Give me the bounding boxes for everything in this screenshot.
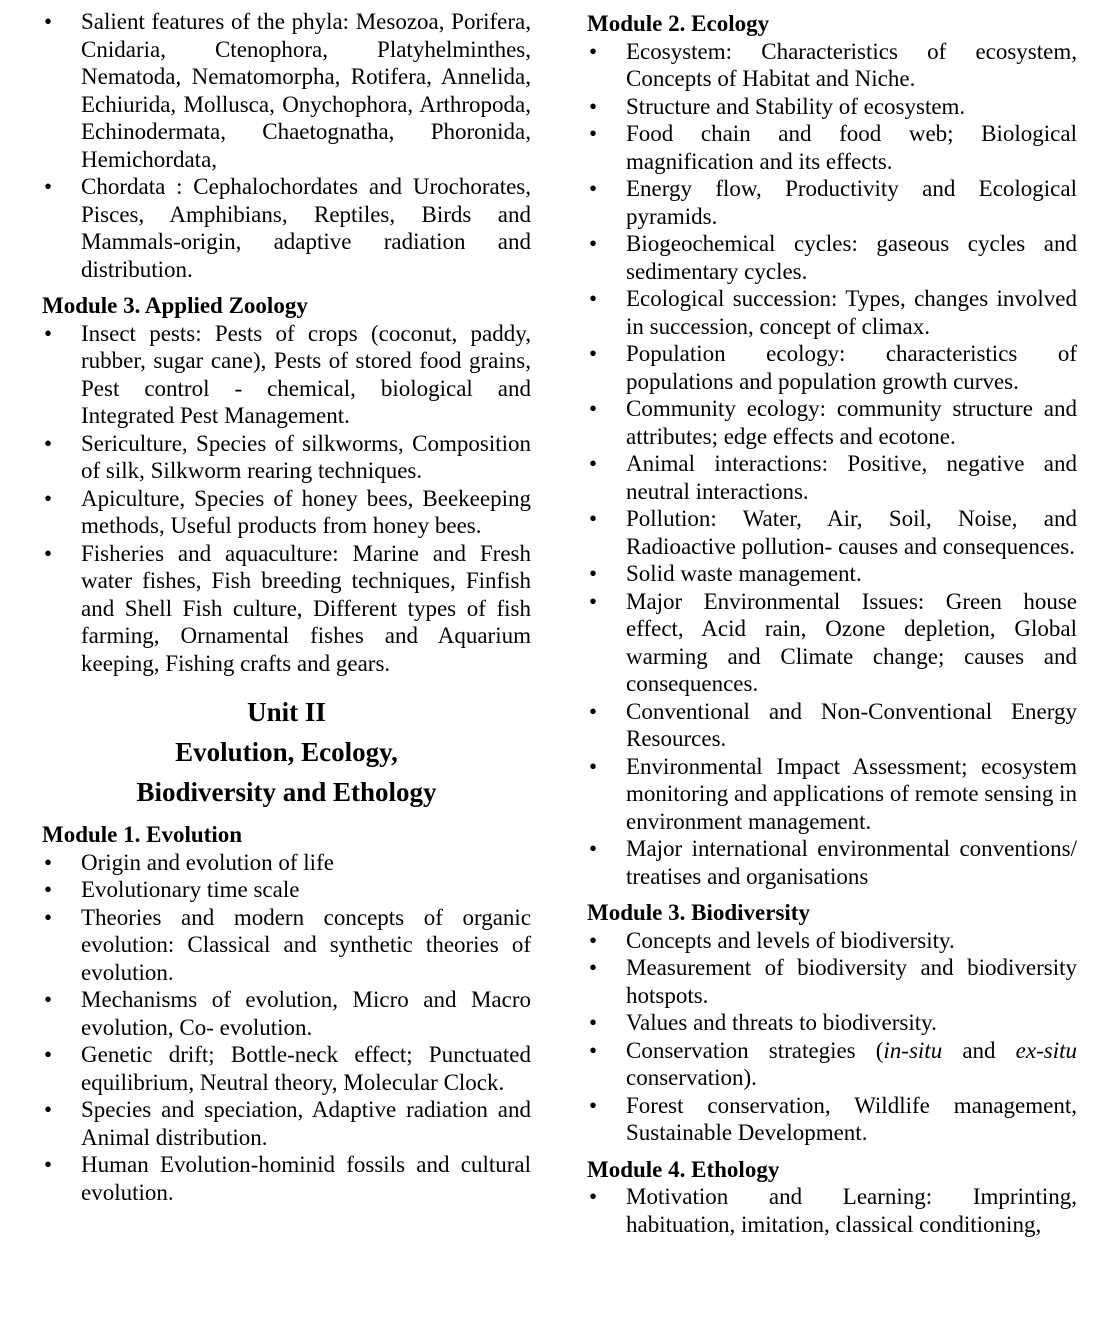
bullet-list — [42, 849, 531, 1207]
module-heading: Module 4. Ethology — [587, 1156, 780, 1182]
bullet-item: • Solid waste management. — [587, 560, 1077, 588]
column-left — [42, 8, 531, 1326]
bullet-item: • Insect pests: Pests of crops (coconut, paddy, rubber, sugar cane), Pests of stored food grains, Pest control - chemical, biological and Integrated Pest Management. — [42, 320, 531, 430]
bullet-item: • Ecological succession: Types, changes involved in succession, concept of climax. — [587, 285, 1077, 340]
bullet-item: • Population ecology: characteristics of populations and population growth curves. — [587, 340, 1077, 395]
module-heading: Module 2. Ecology — [587, 11, 770, 36]
bullet-item: • Human Evolution-hominid fossils and cultural evolution. — [42, 1151, 531, 1206]
unit-heading — [42, 692, 531, 812]
bullet-item: • Animal interactions: Positive, negative and neutral interactions. — [587, 450, 1077, 505]
bullet-list — [587, 38, 1077, 891]
bullet-item: • Major Environmental Issues: Green house effect, Acid rain, Ozone depletion, Global warming and Climate change; causes and consequences. — [587, 588, 1077, 698]
bullet-item: • Fisheries and aquaculture: Marine and Fresh water fishes, Fish breeding techniques, Finfish and Shell Fish culture, Different types of fish farming, Ornamental fishes and Aquarium keeping, Fishing crafts and gears. — [42, 540, 531, 678]
bullet-item: • Origin and evolution of life — [42, 849, 531, 877]
bullet-item: • Genetic drift; Bottle-neck effect; Punctuated equilibrium, Neutral theory, Molecular Clock. — [42, 1041, 531, 1096]
bullet-list — [587, 1183, 1077, 1238]
column-right — [587, 8, 1077, 1326]
bullet-item: • Forest conservation, Wildlife management, Sustainable Development. — [587, 1092, 1077, 1147]
bullet-item: • Species and speciation, Adaptive radiation and Animal distribution. — [42, 1096, 531, 1151]
bullet-item: • Conservation strategies (in-situ and ex-situ conservation). — [587, 1037, 1077, 1092]
module-heading: Module 1. Evolution — [42, 822, 243, 847]
bullet-item: • Community ecology: community structure and attributes; edge effects and ecotone. — [587, 395, 1077, 450]
bullet-item: • Energy flow, Productivity and Ecological pyramids. — [587, 175, 1077, 230]
bullet-item: • Environmental Impact Assessment; ecosystem monitoring and applications of remote sensing in environment management. — [587, 753, 1077, 836]
bullet-item: • Concepts and levels of biodiversity. — [587, 927, 1077, 955]
bullet-item: • Pollution: Water, Air, Soil, Noise, and Radioactive pollution- causes and consequences. — [587, 505, 1077, 560]
bullet-item: • Major international environmental conventions/ treatises and organisations — [587, 835, 1077, 890]
bullet-item: • Conventional and Non-Conventional Energy Resources. — [587, 698, 1077, 753]
bullet-item: • Structure and Stability of ecosystem. — [587, 93, 1077, 121]
module-heading: Module 3. Applied Zoology — [42, 293, 308, 318]
bullet-list — [42, 320, 531, 678]
module-heading: Module 3. Biodiversity — [587, 900, 810, 925]
bullet-item: • Chordata : Cephalochordates and Urochorates, Pisces, Amphibians, Reptiles, Birds and Mammals-origin, adaptive radiation and distribution. — [42, 173, 531, 283]
bullet-item: • Evolutionary time scale — [42, 876, 531, 904]
bullet-item: • Food chain and food web; Biological magnification and its effects. — [587, 120, 1077, 175]
bullet-list — [42, 8, 531, 283]
bullet-item: • Apiculture, Species of honey bees, Beekeeping methods, Useful products from honey bees. — [42, 485, 531, 540]
bullet-item: • Mechanisms of evolution, Micro and Macro evolution, Co- evolution. — [42, 986, 531, 1041]
bullet-item: • Sericulture, Species of silkworms, Composition of silk, Silkworm rearing techniques. — [42, 430, 531, 485]
bullet-item: • Salient features of the phyla: Mesozoa, Porifera, Cnidaria, Ctenophora, Platyhelminthes, Nematoda, Nematomorpha, Rotifera, Annelida, Echiurida, Mollusca, Onychophora, Arthropoda, Echinodermata, Chaetognatha, Phoronida, Hemichordata, — [42, 8, 531, 173]
bullet-item: • Motivation and Learning: Imprinting, habituation, imitation, classical conditioning, — [587, 1183, 1077, 1238]
unit-heading-line: Biodiversity and Ethology — [136, 777, 437, 807]
bullet-item: • Biogeochemical cycles: gaseous cycles and sedimentary cycles. — [587, 230, 1077, 285]
bullet-item: • Measurement of biodiversity and biodiversity hotspots. — [587, 954, 1077, 1009]
bullet-item: • Theories and modern concepts of organic evolution: Classical and synthetic theories of evolution. — [42, 904, 531, 987]
bullet-list — [587, 927, 1077, 1147]
unit-heading-line: Evolution, Ecology, — [175, 737, 398, 767]
bullet-item: • Values and threats to biodiversity. — [587, 1009, 1077, 1037]
bullet-item: • Ecosystem: Characteristics of ecosystem, Concepts of Habitat and Niche. — [587, 38, 1077, 93]
unit-heading-line: Unit II — [247, 697, 326, 727]
